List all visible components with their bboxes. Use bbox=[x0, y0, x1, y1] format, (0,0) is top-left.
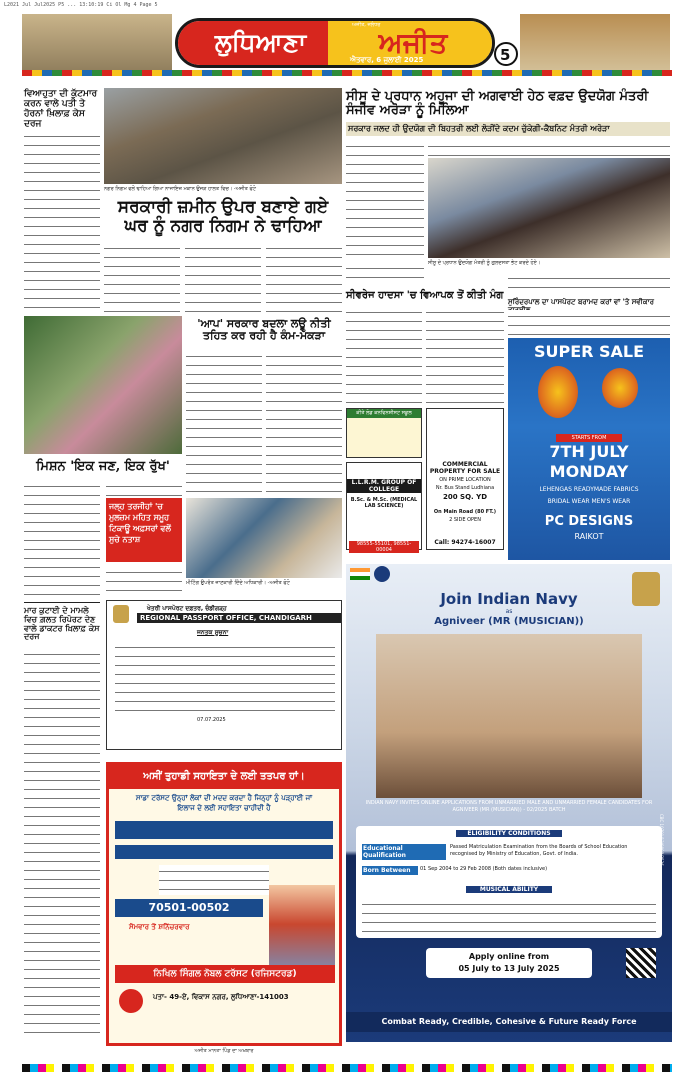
demolition-photo-caption: ਨਗਰ ਨਿਗਮ ਵਲੋਂ ਢਾਹਿਆ ਗਿਆ ਨਾਜਾਇਜ਼ ਮਕਾਨ ਉਜੜ ਹਾਲਤ ਵਿਚ। -ਅਜੀਤ ਫੋਟੋ bbox=[104, 186, 256, 192]
page-number: 5 bbox=[500, 46, 511, 64]
sale-ad-flower bbox=[538, 366, 578, 418]
right-text-b bbox=[428, 140, 670, 156]
property-ad bbox=[426, 408, 504, 550]
navy-crest-icon bbox=[374, 566, 390, 582]
trust-ad-name: ਨਿਖਿਲ ਸਿੰਗਲ ਨੋਬਲ ਟਰੱਸਟ (ਰਜਿਸਟਰਡ) bbox=[115, 965, 335, 983]
right-subhead: ਸਰਕਾਰ ਜਲਦ ਹੀ ਉਦਯੋਗ ਦੀ ਬਿਹਤਰੀ ਲਈ ਲੋੜੀਂਦੇ ਕਦਮ ਚੁੱਕੇਗੀ-ਕੈਬਨਿਟ ਮੰਤਰੀ ਅਰੋੜਾ bbox=[346, 122, 670, 136]
passport-office-en: REGIONAL PASSPORT OFFICE, CHANDIGARH bbox=[137, 613, 341, 623]
navy-musical-title: MUSICAL ABILITY bbox=[466, 886, 552, 893]
qr-code-icon bbox=[626, 948, 656, 978]
col1-article-2-text-a bbox=[24, 480, 100, 600]
col1-headline-2: ਮਿਸ਼ਨ 'ਇਕ ਜਣ, ਇਕ ਰੁੱਖ' bbox=[36, 459, 170, 474]
sale-ad-cats-2: BRIDAL WEAR MEN'S WEAR bbox=[547, 498, 631, 505]
lead-text-c bbox=[266, 242, 342, 314]
navy-apply-label: Apply online from bbox=[468, 952, 550, 961]
passport-notice-text bbox=[115, 641, 335, 711]
col1-article-3-text bbox=[24, 648, 100, 1038]
masthead-date: ਐਤਵਾਰ, 6 ਜੁਲਾਈ 2025 bbox=[350, 56, 424, 64]
navy-ad-as: as bbox=[505, 608, 513, 615]
sale-ad-title: SUPER SALE bbox=[533, 342, 645, 361]
navy-code: CBC 10701/13/0008/2526 bbox=[659, 814, 664, 866]
tree-plantation-photo bbox=[24, 316, 182, 454]
meeting-photo-caption: ਮੀਟਿੰਗ ਉਪਰੰਤ ਜਾਣਕਾਰੀ ਦਿੰਦੇ ਅਧਿਕਾਰੀ। -ਅਜੀਤ ਫੋਟੋ bbox=[186, 580, 290, 586]
navy-ad bbox=[346, 564, 672, 1042]
mid-kicker-box: ਜਲ੍ਹ ਤਰਜੀਹਾਂ 'ਚ ਮੁਲਜ਼ਮ ਮਹਿਤ ਸਮੂਹ ਟਿਕਾਊ ਅਫ਼ਸਰਾਂ ਵਲੋਂ ਸੁਚੇ ਨਤਾਸ਼ bbox=[106, 498, 182, 562]
property-ad-road: On Main Road (80 FT.) bbox=[433, 509, 497, 515]
trust-logo-icon bbox=[119, 989, 143, 1013]
right-headline: ਸੀਸੂ ਦੇ ਪ੍ਰਧਾਨ ਅਹੂਜਾ ਦੀ ਅਗਵਾਈ ਹੇਠ ਵਫ਼ਦ ਉਦਯੋਗ ਮੰਤਰੀ ਸੰਜੀਵ ਅਰੋੜਾ ਨੂੰ ਮਿਲਿਆ bbox=[346, 89, 649, 119]
col1-divider bbox=[24, 602, 100, 603]
navy-born-label: Born Between bbox=[362, 866, 418, 875]
passport-notice-date: 07.07.2025 bbox=[197, 717, 226, 723]
sale-ad-cats-1: LEHENGAS READYMADE FABRICS bbox=[539, 486, 639, 493]
sale-ad-date: 7TH JULY bbox=[549, 442, 629, 461]
trust-ad-body bbox=[159, 865, 269, 895]
trust-ad-headline: ਅਸੀਂ ਤੁਹਾਡੀ ਸਹਾਇਤਾ ਦੇ ਲਈ ਤਤਪਰ ਹਾਂ। bbox=[109, 765, 339, 789]
right-text-e bbox=[426, 306, 504, 406]
mid-text-c bbox=[106, 566, 182, 596]
masthead-title-left: ਲੁਧਿਆਣਾ bbox=[178, 21, 343, 65]
navy-tagline: Combat Ready, Credible, Cohesive & Future Ready Force bbox=[346, 1012, 672, 1032]
navy-ad-invite: INDIAN NAVY INVITES ONLINE APPLICATIONS FROM UNMARRIED MALE AND UNMARRIED FEMALE CANDIDATES FOR AGNIVEER (MR (MUSICIAN)) - 02/2025 BATCH bbox=[365, 800, 653, 813]
trust-ad-phone[interactable]: 70501-00502 bbox=[115, 899, 263, 917]
right-text-g bbox=[508, 310, 670, 336]
emblem-icon bbox=[113, 605, 129, 623]
trust-ad-banner-1 bbox=[115, 821, 333, 839]
masthead-title bbox=[175, 18, 495, 68]
mid-text-a bbox=[186, 350, 262, 496]
passport-notice bbox=[106, 600, 342, 750]
col1-headline-3: ਮਾਰ ਕੁਟਾਈ ਦੇ ਮਾਮਲੇ ਵਿਚ ਗ਼ਲਤ ਰਿਪੋਰਟ ਦੇਣ ਵਾਲੇ ਡਾਕਟਰ ਖ਼ਿਲਾਫ਼ ਕੇਸ ਦਰਜ bbox=[24, 605, 100, 642]
property-ad-title: COMMERCIAL PROPERTY FOR SALE bbox=[429, 461, 501, 475]
sale-ad-brand: PC DESIGNS bbox=[544, 514, 634, 529]
navy-eligibility-box bbox=[356, 826, 662, 938]
right-text-f bbox=[508, 272, 670, 294]
navy-edu-label: Educational Qualification bbox=[362, 844, 446, 860]
trust-ad-text: ਸਾਡਾ ਟਰੱਸਟ ਉਨ੍ਹਾਂ ਲੋਕਾਂ ਦੀ ਮਦਦ ਕਰਦਾ ਹੈ ਜਿਨ੍ਹਾਂ ਨੂੰ ਪੜ੍ਹਾਈ ਜਾਂ ਇਲਾਜ ਦੇ ਲਈ ਸਹਾਇਤਾ ਚਾਹੀਦੀ ਹੈ bbox=[135, 794, 313, 812]
mid-headline: 'ਆਪ' ਸਰਕਾਰ ਬਦਲਾ ਲਊ ਨੀਤੀ ਤਹਿਤ ਕਰ ਰਹੀ ਹੈ ਕੰਮ-ਮੱਕੜਾ bbox=[197, 317, 331, 343]
lead-text-b bbox=[185, 242, 261, 314]
trust-ad-banner-2 bbox=[115, 845, 333, 859]
right-text-d bbox=[346, 306, 422, 406]
col1-article-1-text bbox=[24, 130, 100, 310]
property-ad-call: Call: 94274-16007 bbox=[434, 539, 496, 546]
mid-text-b bbox=[266, 350, 342, 496]
sale-ad-city: RAIKOT bbox=[574, 532, 604, 541]
masthead-image-right bbox=[520, 14, 670, 74]
right-headline-2: ਸੁਰਿੰਦਰਪਾਲ ਦਾ ਪਾਸਪੋਰਟ ਬਰਾਮਦ ਕਰਾਂ ਵਾਂ 'ਤੇ ਸਵੀਕਾਰ bbox=[508, 297, 654, 306]
color-registration-bar bbox=[22, 1064, 672, 1072]
trust-ad bbox=[106, 762, 342, 1046]
lead-headline: ਸਰਕਾਰੀ ਜ਼ਮੀਨ ਉਪਰ ਬਣਾਏ ਗਏ ਘਰ ਨੂੰ ਨਗਰ ਨਿਗਮ ਨੇ ਢਾਹਿਆ bbox=[117, 197, 329, 236]
print-slug: L2021 Jul Jul2025 P5 ... 13:10:19 Ci Ol Mg 4 Page 5 bbox=[4, 2, 158, 8]
masthead-decoration bbox=[22, 70, 672, 76]
delegation-photo bbox=[428, 158, 670, 258]
meeting-photo bbox=[186, 498, 342, 578]
sale-ad-day: MONDAY bbox=[549, 462, 629, 481]
school-ad-title: ਕੀਤੇ ਲੋਡ ਕਨਵਿਨਸ਼ੀਸਟ ਸਕੂਲ bbox=[347, 409, 421, 418]
property-ad-loc: ON PRIME LOCATION bbox=[439, 477, 491, 483]
passport-notice-title: ਜਨਤਕ ਸੂਚਨਾ bbox=[197, 629, 229, 636]
right-headline-3: ਸੀਵਰੇਜ ਹਾਦਸਾ 'ਚ ਵਿਆਪਕ ਤੋਂ ਕੀਤੀ ਮੰਗ bbox=[346, 290, 504, 301]
college-ad bbox=[346, 462, 422, 553]
right-text-a bbox=[346, 140, 424, 258]
navy-musical-text bbox=[362, 898, 656, 932]
navy-apply-box bbox=[426, 948, 592, 978]
property-ad-near: Nr. Bus Stand Ludhiana bbox=[435, 485, 495, 491]
trust-ad-timing: ਸੋਮਵਾਰ ਤੋਂ ਸ਼ਨਿੱਚਰਵਾਰ bbox=[129, 923, 190, 931]
trust-ad-address: ਪਤਾ- 49-ਏ, ਵਿਕਾਸ ਨਗਰ, ਲੁਧਿਆਣਾ-141003 bbox=[153, 993, 289, 1001]
navy-edu-text: Passed Matriculation Examination from the Boards of School Education recognised by Ministry of Education, Govt. of India. bbox=[450, 844, 628, 857]
property-ad-size: 200 SQ. YD bbox=[442, 493, 488, 501]
college-ad-courses: B.Sc. & M.Sc. (MEDICAL LAB SCIENCE) bbox=[350, 497, 418, 509]
school-ad bbox=[346, 408, 422, 458]
sale-ad bbox=[508, 338, 670, 560]
masthead-edition: ਅਜੀਤ, ਜਲੰਧਰ bbox=[352, 22, 381, 28]
college-ad-phone: 98555-55101, 98551-00004 bbox=[349, 541, 419, 553]
navy-apply-dates: 05 July to 13 July 2025 bbox=[458, 964, 560, 973]
demolition-photo bbox=[104, 88, 342, 184]
passport-office-pa: ਖੇਤਰੀ ਪਾਸਪੋਰਟ ਦਫ਼ਤਰ, ਚੰਡੀਗੜ੍ਹ bbox=[147, 605, 227, 612]
lead-text-a bbox=[104, 242, 180, 314]
navy-elig-title: ELIGIBILITY CONDITIONS bbox=[456, 830, 562, 837]
navy-ad-photo bbox=[376, 634, 642, 798]
footer-note: ਅਜੀਤ ਮਾਨਤਾ ਪਿੰਡ ਦਾ ਅਖ਼ਬਾਰ bbox=[194, 1048, 254, 1054]
navy-ad-title: Join Indian Navy bbox=[440, 590, 578, 608]
col1-headline-1: ਵਿਆਹੁਤਾ ਦੀ ਕੁੱਟਮਾਰ ਕਰਨ ਵਾਲੇ ਪਤੀ ਤੇ ਹੋਰਨਾਂ ਖ਼ਿਲਾਫ਼ ਕੇਸ ਦਰਜ bbox=[24, 89, 98, 129]
right-text-c bbox=[346, 262, 424, 284]
flag-icon bbox=[350, 568, 370, 580]
navy-ad-role: Agniveer (MR (MUSICIAN)) bbox=[434, 616, 584, 627]
delegation-photo-caption: ਸੀਸੂ ਦੇ ਪ੍ਰਧਾਨ ਉਦਯੋਗ ਮੰਤਰੀ ਨੂੰ ਗੁਲਦਸਤਾ ਭੇਟ ਕਰਦੇ ਹੋਏ। bbox=[428, 260, 541, 266]
college-ad-title: L.L.R.M. GROUP OF COLLEGE bbox=[347, 479, 421, 493]
sale-ad-flower-2 bbox=[602, 368, 638, 408]
sale-ad-starts: STARTS FROM bbox=[556, 434, 622, 442]
masthead-title-right: ਅਜੀਤ bbox=[328, 21, 495, 65]
navy-born-text: 01 Sep 2004 to 29 Feb 2008 (Both dates inclusive) bbox=[420, 866, 548, 872]
property-ad-side: 2 SIDE OPEN bbox=[449, 517, 481, 523]
masthead-image-left bbox=[22, 14, 172, 74]
